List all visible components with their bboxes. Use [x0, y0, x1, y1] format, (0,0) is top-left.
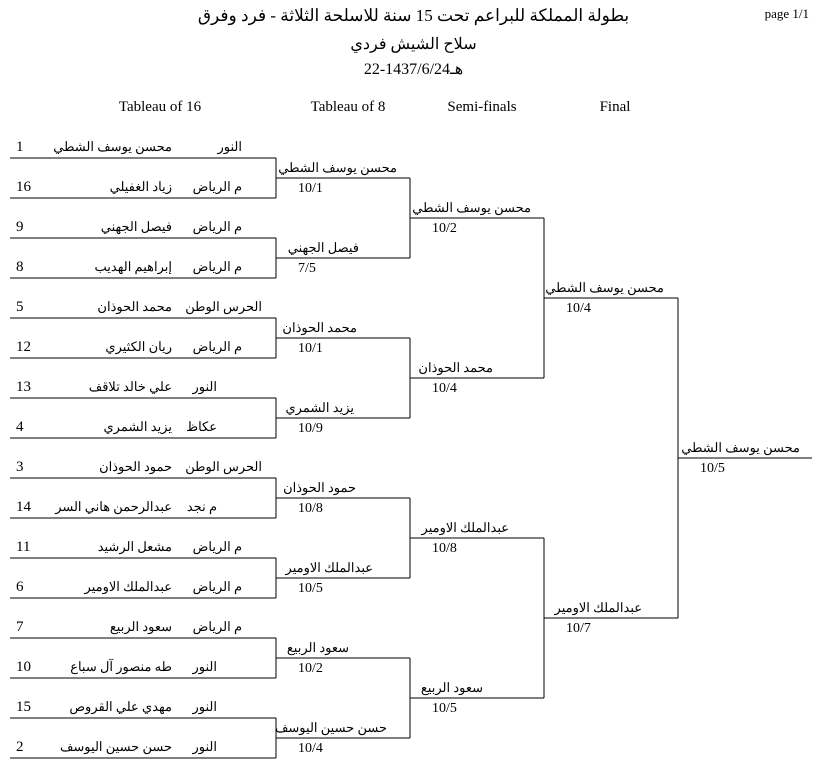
champion-score: 10/5 — [700, 461, 725, 476]
t8-score: 10/4 — [298, 741, 323, 756]
fencer-name: سعود الربيع — [109, 619, 172, 634]
final-winner-name: محسن يوسف الشطي — [545, 280, 664, 295]
t8-score: 10/8 — [298, 501, 323, 516]
column-header-final: Final — [599, 99, 631, 115]
sf-winner-name: سعود الربيع — [420, 680, 483, 695]
fencer-club: م الرياض — [192, 179, 242, 194]
fencer-club: الحرس الوطن — [185, 459, 262, 474]
fencer-name: حمود الحوذان — [99, 459, 172, 474]
fencer-club: النور — [192, 659, 217, 674]
fencer-club: م الرياض — [192, 259, 242, 274]
fencer-club: م الرياض — [192, 539, 242, 554]
seed-number: 12 — [16, 339, 31, 355]
final-winner-name: عبدالملك الاومير — [554, 600, 642, 615]
seed-number: 16 — [16, 179, 31, 195]
t8-score: 10/5 — [298, 581, 323, 596]
fencer-name: فيصل الجهني — [100, 219, 172, 234]
fencer-club: عكاظ — [186, 419, 217, 434]
fencer-name: محسن يوسف الشطي — [53, 139, 172, 154]
sf-winner-name: محسن يوسف الشطي — [412, 200, 531, 215]
fencer-name: طه منصور آل سباع — [70, 659, 172, 674]
t8-winner-name: فيصل الجهني — [287, 240, 359, 255]
seed-number: 5 — [16, 299, 24, 315]
column-header-tableau-8: Tableau of 8 — [310, 99, 386, 115]
seed-number: 14 — [16, 499, 31, 515]
t8-winner-name: محمد الحوذان — [282, 320, 357, 335]
sf-score: 10/4 — [432, 381, 457, 396]
seed-number: 9 — [16, 219, 24, 235]
seed-number: 2 — [16, 739, 24, 755]
fencer-club: النور — [217, 139, 242, 154]
fencer-club: م الرياض — [192, 619, 242, 634]
seed-number: 6 — [16, 579, 24, 595]
seed-number: 7 — [16, 619, 24, 635]
fencer-name: إبراهيم الهديب — [94, 259, 172, 274]
sf-score: 10/2 — [432, 221, 457, 236]
fencer-club: م الرياض — [192, 579, 242, 594]
sf-score: 10/8 — [432, 541, 457, 556]
fencer-club: النور — [192, 739, 217, 754]
t8-winner-name: يزيد الشمري — [285, 400, 354, 415]
fencer-club: م الرياض — [192, 219, 242, 234]
fencer-club: م نجد — [186, 499, 217, 514]
bracket-title: بطولة المملكة للبراعم تحت 15 سنة للاسلحة الثلاثة - فرد وفرق — [197, 6, 630, 25]
t8-score: 7/5 — [298, 261, 316, 276]
t8-winner-name: حمود الحوذان — [283, 480, 356, 495]
t8-score: 10/1 — [298, 341, 323, 356]
seed-number: 11 — [16, 539, 31, 555]
seed-number: 13 — [16, 379, 31, 395]
fencer-name: عبدالرحمن هاني السر — [55, 499, 172, 514]
final-score: 10/4 — [566, 301, 591, 316]
seed-number: 15 — [16, 699, 31, 715]
t8-score: 10/2 — [298, 661, 323, 676]
weapon-subtitle: سلاح الشيش فردي — [350, 36, 477, 53]
t8-score: 10/9 — [298, 421, 323, 436]
fencer-name: ريان الكثيري — [105, 339, 172, 354]
fencer-name: عبدالملك الاومير — [84, 579, 172, 594]
seed-number: 8 — [16, 259, 24, 275]
fencer-club: الحرس الوطن — [185, 299, 262, 314]
final-score: 10/7 — [566, 621, 591, 636]
t8-winner-name: حسن حسين اليوسف — [274, 720, 387, 735]
fencer-name: محمد الحوذان — [97, 299, 172, 314]
fencer-club: م الرياض — [192, 339, 242, 354]
fencer-name: زياد الغفيلي — [109, 179, 172, 194]
seed-number: 1 — [16, 139, 24, 155]
t8-winner-name: محسن يوسف الشطي — [278, 160, 397, 175]
sf-score: 10/5 — [432, 701, 457, 716]
seed-number: 10 — [16, 659, 31, 675]
event-date: 22-1437/6/24هـ — [363, 61, 464, 78]
fencer-club: النور — [192, 379, 217, 394]
fencer-name: مهدي علي القروص — [69, 699, 172, 714]
t8-winner-name: سعود الربيع — [286, 640, 349, 655]
seed-number: 3 — [16, 459, 24, 475]
fencer-name: علي خالد تلاقف — [88, 379, 172, 394]
fencer-name: حسن حسين اليوسف — [59, 739, 172, 754]
column-header-tableau-16: Tableau of 16 — [118, 99, 202, 115]
page-number: page 1/1 — [764, 6, 809, 21]
sf-winner-name: عبدالملك الاومير — [421, 520, 509, 535]
fencer-club: النور — [192, 699, 217, 714]
fencer-name: مشعل الرشيد — [97, 539, 172, 554]
seed-number: 4 — [16, 419, 24, 435]
fencer-name: يزيد الشمري — [103, 419, 172, 434]
sf-winner-name: محمد الحوذان — [418, 360, 493, 375]
champion-name: محسن يوسف الشطي — [681, 440, 800, 455]
t8-score: 10/1 — [298, 181, 323, 196]
t8-winner-name: عبدالملك الاومير — [285, 560, 373, 575]
column-header-semifinals: Semi-finals — [447, 99, 517, 115]
